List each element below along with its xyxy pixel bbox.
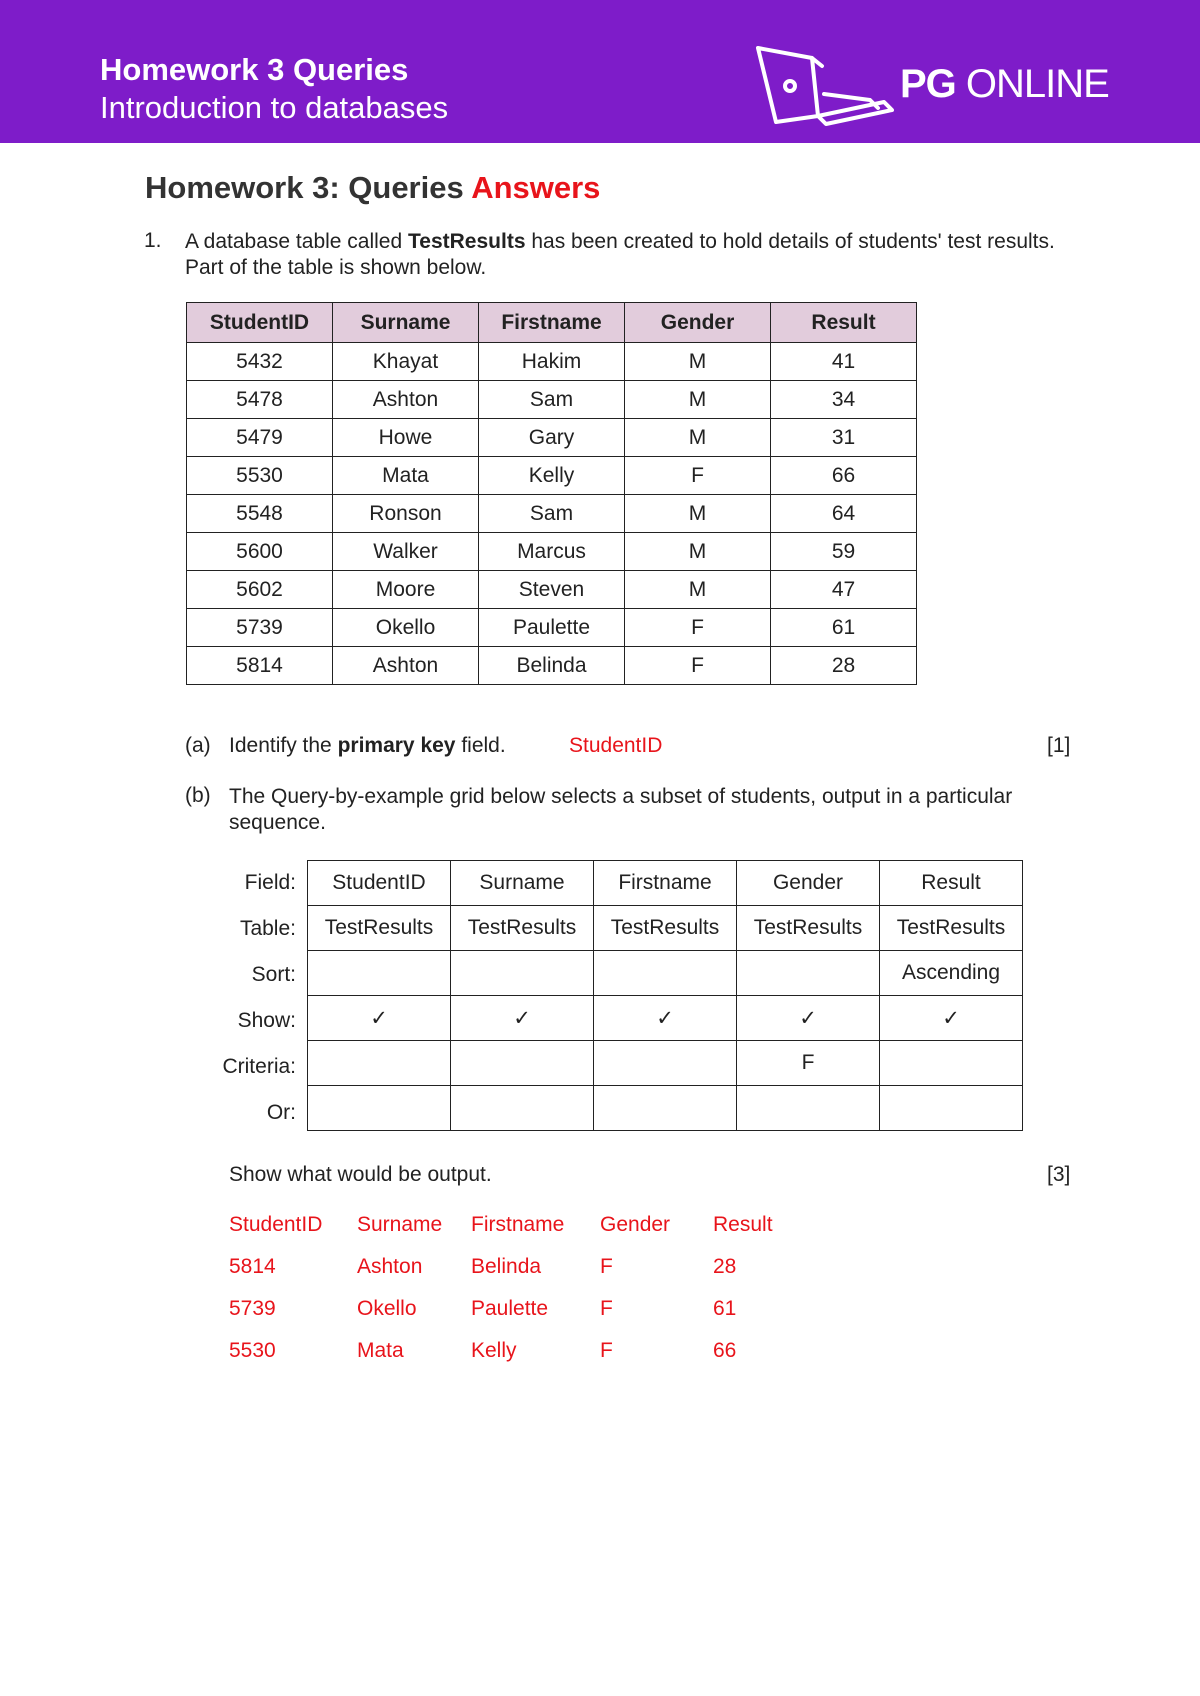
qbe-cell: StudentID bbox=[308, 861, 451, 906]
check-icon: ✓ bbox=[594, 996, 737, 1041]
qbe-row bbox=[308, 1041, 1023, 1086]
table-cell: 5739 bbox=[187, 609, 333, 647]
check-icon: ✓ bbox=[308, 996, 451, 1041]
table-cell: Marcus bbox=[479, 533, 625, 571]
qbe-cell bbox=[451, 1041, 594, 1086]
qbe-row-label: Table: bbox=[239, 917, 296, 940]
table-cell: F bbox=[625, 457, 771, 495]
qbe-cell: TestResults bbox=[594, 906, 737, 951]
qbe-cell bbox=[594, 1041, 737, 1086]
table-cell: Kelly bbox=[479, 457, 625, 495]
qbe-row-label: Or: bbox=[266, 1101, 296, 1124]
table-cell: Hakim bbox=[479, 343, 625, 381]
qbe-cell: TestResults bbox=[308, 906, 451, 951]
table-cell: 64 bbox=[771, 495, 917, 533]
table-cell: M bbox=[625, 571, 771, 609]
qbe-row-label: Criteria: bbox=[222, 1055, 296, 1078]
table-cell: 5600 bbox=[187, 533, 333, 571]
qbe-cell bbox=[308, 951, 451, 996]
answer-cell: Okello bbox=[357, 1297, 417, 1320]
header-subtitle: Introduction to databases bbox=[100, 90, 449, 125]
answer-cell: 5814 bbox=[229, 1255, 276, 1278]
column-header: Gender bbox=[625, 303, 771, 343]
table-row bbox=[187, 495, 917, 533]
table-cell: 41 bbox=[771, 343, 917, 381]
table-cell: 5432 bbox=[187, 343, 333, 381]
table-row bbox=[187, 419, 917, 457]
table-cell: M bbox=[625, 533, 771, 571]
table-cell: Sam bbox=[479, 381, 625, 419]
answer-cell: 5739 bbox=[229, 1297, 276, 1320]
header-banner bbox=[0, 0, 1200, 143]
qbe-cell bbox=[737, 951, 880, 996]
qbe-row-label: Sort: bbox=[251, 963, 296, 986]
check-icon: ✓ bbox=[451, 996, 594, 1041]
qbe-cell bbox=[451, 951, 594, 996]
table-cell: 5478 bbox=[187, 381, 333, 419]
answer-cell: F bbox=[600, 1255, 613, 1278]
answer-cell: Ashton bbox=[357, 1255, 423, 1278]
qbe-row bbox=[308, 996, 1023, 1041]
qbe-cell bbox=[880, 1086, 1023, 1131]
answer-cell: Belinda bbox=[471, 1255, 542, 1278]
qbe-cell: Firstname bbox=[594, 861, 737, 906]
question-text: A database table called TestResults has been created to hold details of students' test results. Part of the table is shown below. bbox=[185, 230, 1055, 279]
query-by-example-grid bbox=[307, 860, 1023, 1131]
table-cell: Sam bbox=[479, 495, 625, 533]
qbe-cell: TestResults bbox=[880, 906, 1023, 951]
table-cell: 61 bbox=[771, 609, 917, 647]
table-cell: Howe bbox=[333, 419, 479, 457]
page-title: Homework 3: Queries Answers bbox=[145, 170, 601, 205]
answer-cell: Paulette bbox=[471, 1297, 549, 1320]
answer-cell: Gender bbox=[600, 1213, 671, 1236]
qbe-cell bbox=[308, 1041, 451, 1086]
part-a-answer: StudentID bbox=[569, 734, 663, 757]
table-cell: 5602 bbox=[187, 571, 333, 609]
qbe-row bbox=[308, 906, 1023, 951]
qbe-cell bbox=[451, 1086, 594, 1131]
table-cell: Mata bbox=[333, 457, 479, 495]
answer-cell: F bbox=[600, 1297, 613, 1320]
table-cell: M bbox=[625, 381, 771, 419]
table-cell: M bbox=[625, 343, 771, 381]
logo-text: PG ONLINE bbox=[900, 62, 1109, 106]
table-row bbox=[187, 343, 917, 381]
table-row bbox=[187, 571, 917, 609]
qbe-cell bbox=[308, 1086, 451, 1131]
table-name: TestResults bbox=[408, 230, 526, 253]
table-cell: 34 bbox=[771, 381, 917, 419]
output-prompt: Show what would be output. bbox=[229, 1163, 492, 1186]
part-a-marks: [1] bbox=[1047, 734, 1071, 757]
answer-cell: Kelly bbox=[471, 1339, 517, 1362]
table-cell: Paulette bbox=[479, 609, 625, 647]
qbe-cell bbox=[880, 1041, 1023, 1086]
answer-cell: StudentID bbox=[229, 1213, 323, 1236]
table-cell: 5479 bbox=[187, 419, 333, 457]
qbe-row-label: Field: bbox=[244, 871, 296, 894]
table-cell: Walker bbox=[333, 533, 479, 571]
qbe-cell bbox=[737, 1086, 880, 1131]
table-cell: 5530 bbox=[187, 457, 333, 495]
answers-label: Answers bbox=[471, 170, 601, 205]
answer-cell: Result bbox=[713, 1213, 773, 1236]
qbe-cell: Gender bbox=[737, 861, 880, 906]
table-cell: 31 bbox=[771, 419, 917, 457]
part-b-label: (b) bbox=[185, 784, 211, 807]
table-cell: Moore bbox=[333, 571, 479, 609]
check-icon: ✓ bbox=[880, 996, 1023, 1041]
table-row bbox=[187, 647, 917, 685]
qbe-cell: TestResults bbox=[737, 906, 880, 951]
qbe-cell: Result bbox=[880, 861, 1023, 906]
table-cell: 5548 bbox=[187, 495, 333, 533]
qbe-cell bbox=[594, 1086, 737, 1131]
answer-cell: 5530 bbox=[229, 1339, 276, 1362]
part-b-marks: [3] bbox=[1047, 1163, 1071, 1186]
table-row bbox=[187, 457, 917, 495]
qbe-cell: Surname bbox=[451, 861, 594, 906]
column-header: StudentID bbox=[187, 303, 333, 343]
answer-cell: 66 bbox=[713, 1339, 737, 1362]
column-header: Result bbox=[771, 303, 917, 343]
table-cell: 66 bbox=[771, 457, 917, 495]
table-row bbox=[187, 533, 917, 571]
table-cell: M bbox=[625, 495, 771, 533]
table-row bbox=[187, 609, 917, 647]
column-header: Surname bbox=[333, 303, 479, 343]
table-cell: 59 bbox=[771, 533, 917, 571]
answer-cell: Surname bbox=[357, 1213, 443, 1236]
qbe-row-labels bbox=[200, 860, 296, 1136]
answer-cell: 61 bbox=[713, 1297, 737, 1320]
table-cell: F bbox=[625, 609, 771, 647]
answer-cell: Firstname bbox=[471, 1213, 565, 1236]
table-cell: Gary bbox=[479, 419, 625, 457]
qbe-cell: TestResults bbox=[451, 906, 594, 951]
answer-cell: 28 bbox=[713, 1255, 737, 1278]
part-a-label: (a) bbox=[185, 734, 211, 757]
qbe-row bbox=[308, 861, 1023, 906]
check-icon: ✓ bbox=[737, 996, 880, 1041]
header-title: Homework 3 Queries bbox=[100, 52, 409, 87]
qbe-row-label: Show: bbox=[237, 1009, 296, 1032]
test-results-table bbox=[186, 302, 917, 685]
table-cell: Ashton bbox=[333, 381, 479, 419]
column-header: Firstname bbox=[479, 303, 625, 343]
table-cell: Khayat bbox=[333, 343, 479, 381]
part-b-text: The Query-by-example grid below selects a subset of students, output in a particular sequence. bbox=[229, 785, 1013, 834]
question-number: 1. bbox=[144, 229, 162, 252]
table-cell: M bbox=[625, 419, 771, 457]
part-a-text: Identify the primary key field. bbox=[229, 734, 506, 757]
table-cell: Steven bbox=[479, 571, 625, 609]
qbe-row bbox=[308, 1086, 1023, 1131]
table-cell: 47 bbox=[771, 571, 917, 609]
table-cell: Belinda bbox=[479, 647, 625, 685]
answer-cell: Mata bbox=[357, 1339, 404, 1362]
laptop-logo-icon bbox=[752, 44, 912, 126]
table-cell: Okello bbox=[333, 609, 479, 647]
table-cell: 28 bbox=[771, 647, 917, 685]
qbe-cell: F bbox=[737, 1041, 880, 1086]
qbe-cell bbox=[594, 951, 737, 996]
table-cell: F bbox=[625, 647, 771, 685]
table-cell: 5814 bbox=[187, 647, 333, 685]
table-row bbox=[187, 381, 917, 419]
qbe-row bbox=[308, 951, 1023, 996]
table-cell: Ronson bbox=[333, 495, 479, 533]
answer-cell: F bbox=[600, 1339, 613, 1362]
qbe-cell: Ascending bbox=[880, 951, 1023, 996]
table-cell: Ashton bbox=[333, 647, 479, 685]
